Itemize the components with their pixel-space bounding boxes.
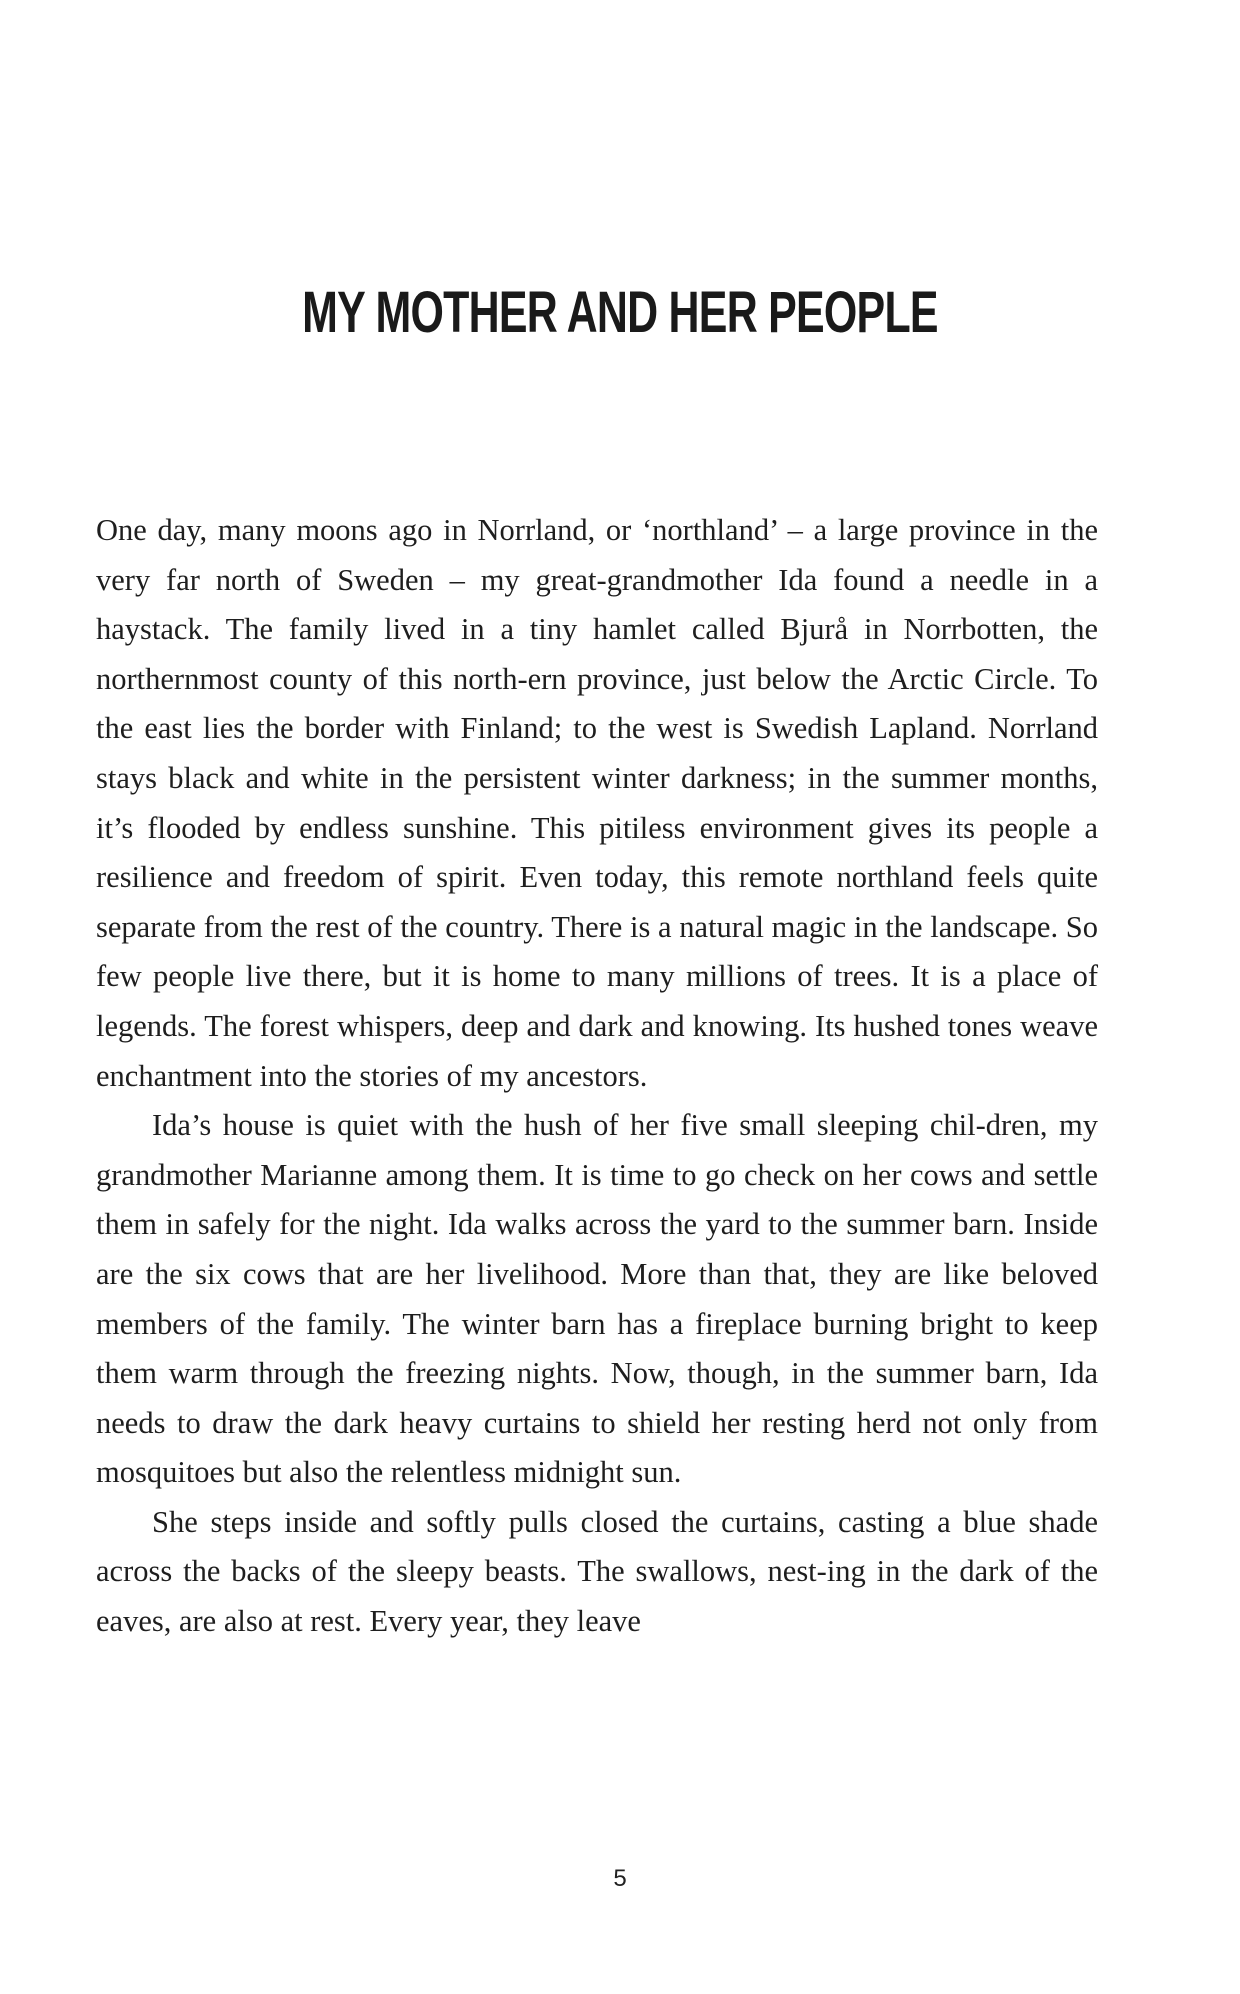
paragraph-2: Ida’s house is quiet with the hush of her five small sleeping chil-dren, my grandmother Marianne among them. It is time to go check on her cows and settle them in safely for the night. Ida walks across the yard to the summer barn. Inside are the six cows that are her livelihood. More than that, they are like beloved members of the family. The winter barn has a fireplace burning bright to keep them warm through the freezing nights. Now, though, in the summer barn, Ida needs to draw the dark heavy curtains to shield her resting herd not only from mosquitoes but also the relentless midnight sun. <box>96 1108 1098 1490</box>
chapter-title: MY MOTHER AND HER PEOPLE <box>302 280 938 345</box>
body-text <box>96 506 1098 1647</box>
page-number: 5 <box>613 1865 627 1892</box>
paragraph-3: She steps inside and softly pulls closed the curtains, casting a blue shade across the backs of the sleepy beasts. The swallows, nest-ing in the dark of the eaves, are also at rest. Every year, they leave <box>96 1504 1098 1639</box>
paragraph-1: One day, many moons ago in Norrland, or ‘northland’ – a large province in the very far north of Sweden – my great-grandmother Ida found a needle in a haystack. The family lived in a tiny hamlet called Bjurå in Norrbotten, the northernmost county of this north-ern province, just below the Arctic Circle. To the east lies the border with Finland; to the west is Swedish Lapland. Norrland stays black and white in the persistent winter darkness; in the summer months, it’s flooded by endless sunshine. This pitiless environment gives its people a resilience and freedom of spirit. Even today, this remote northland feels quite separate from the rest of the country. There is a natural magic in the landscape. So few people live there, but it is home to many millions of trees. It is a place of legends. The forest whispers, deep and dark and knowing. Its hushed tones weave enchantment into the stories of my ancestors. <box>96 513 1098 1093</box>
